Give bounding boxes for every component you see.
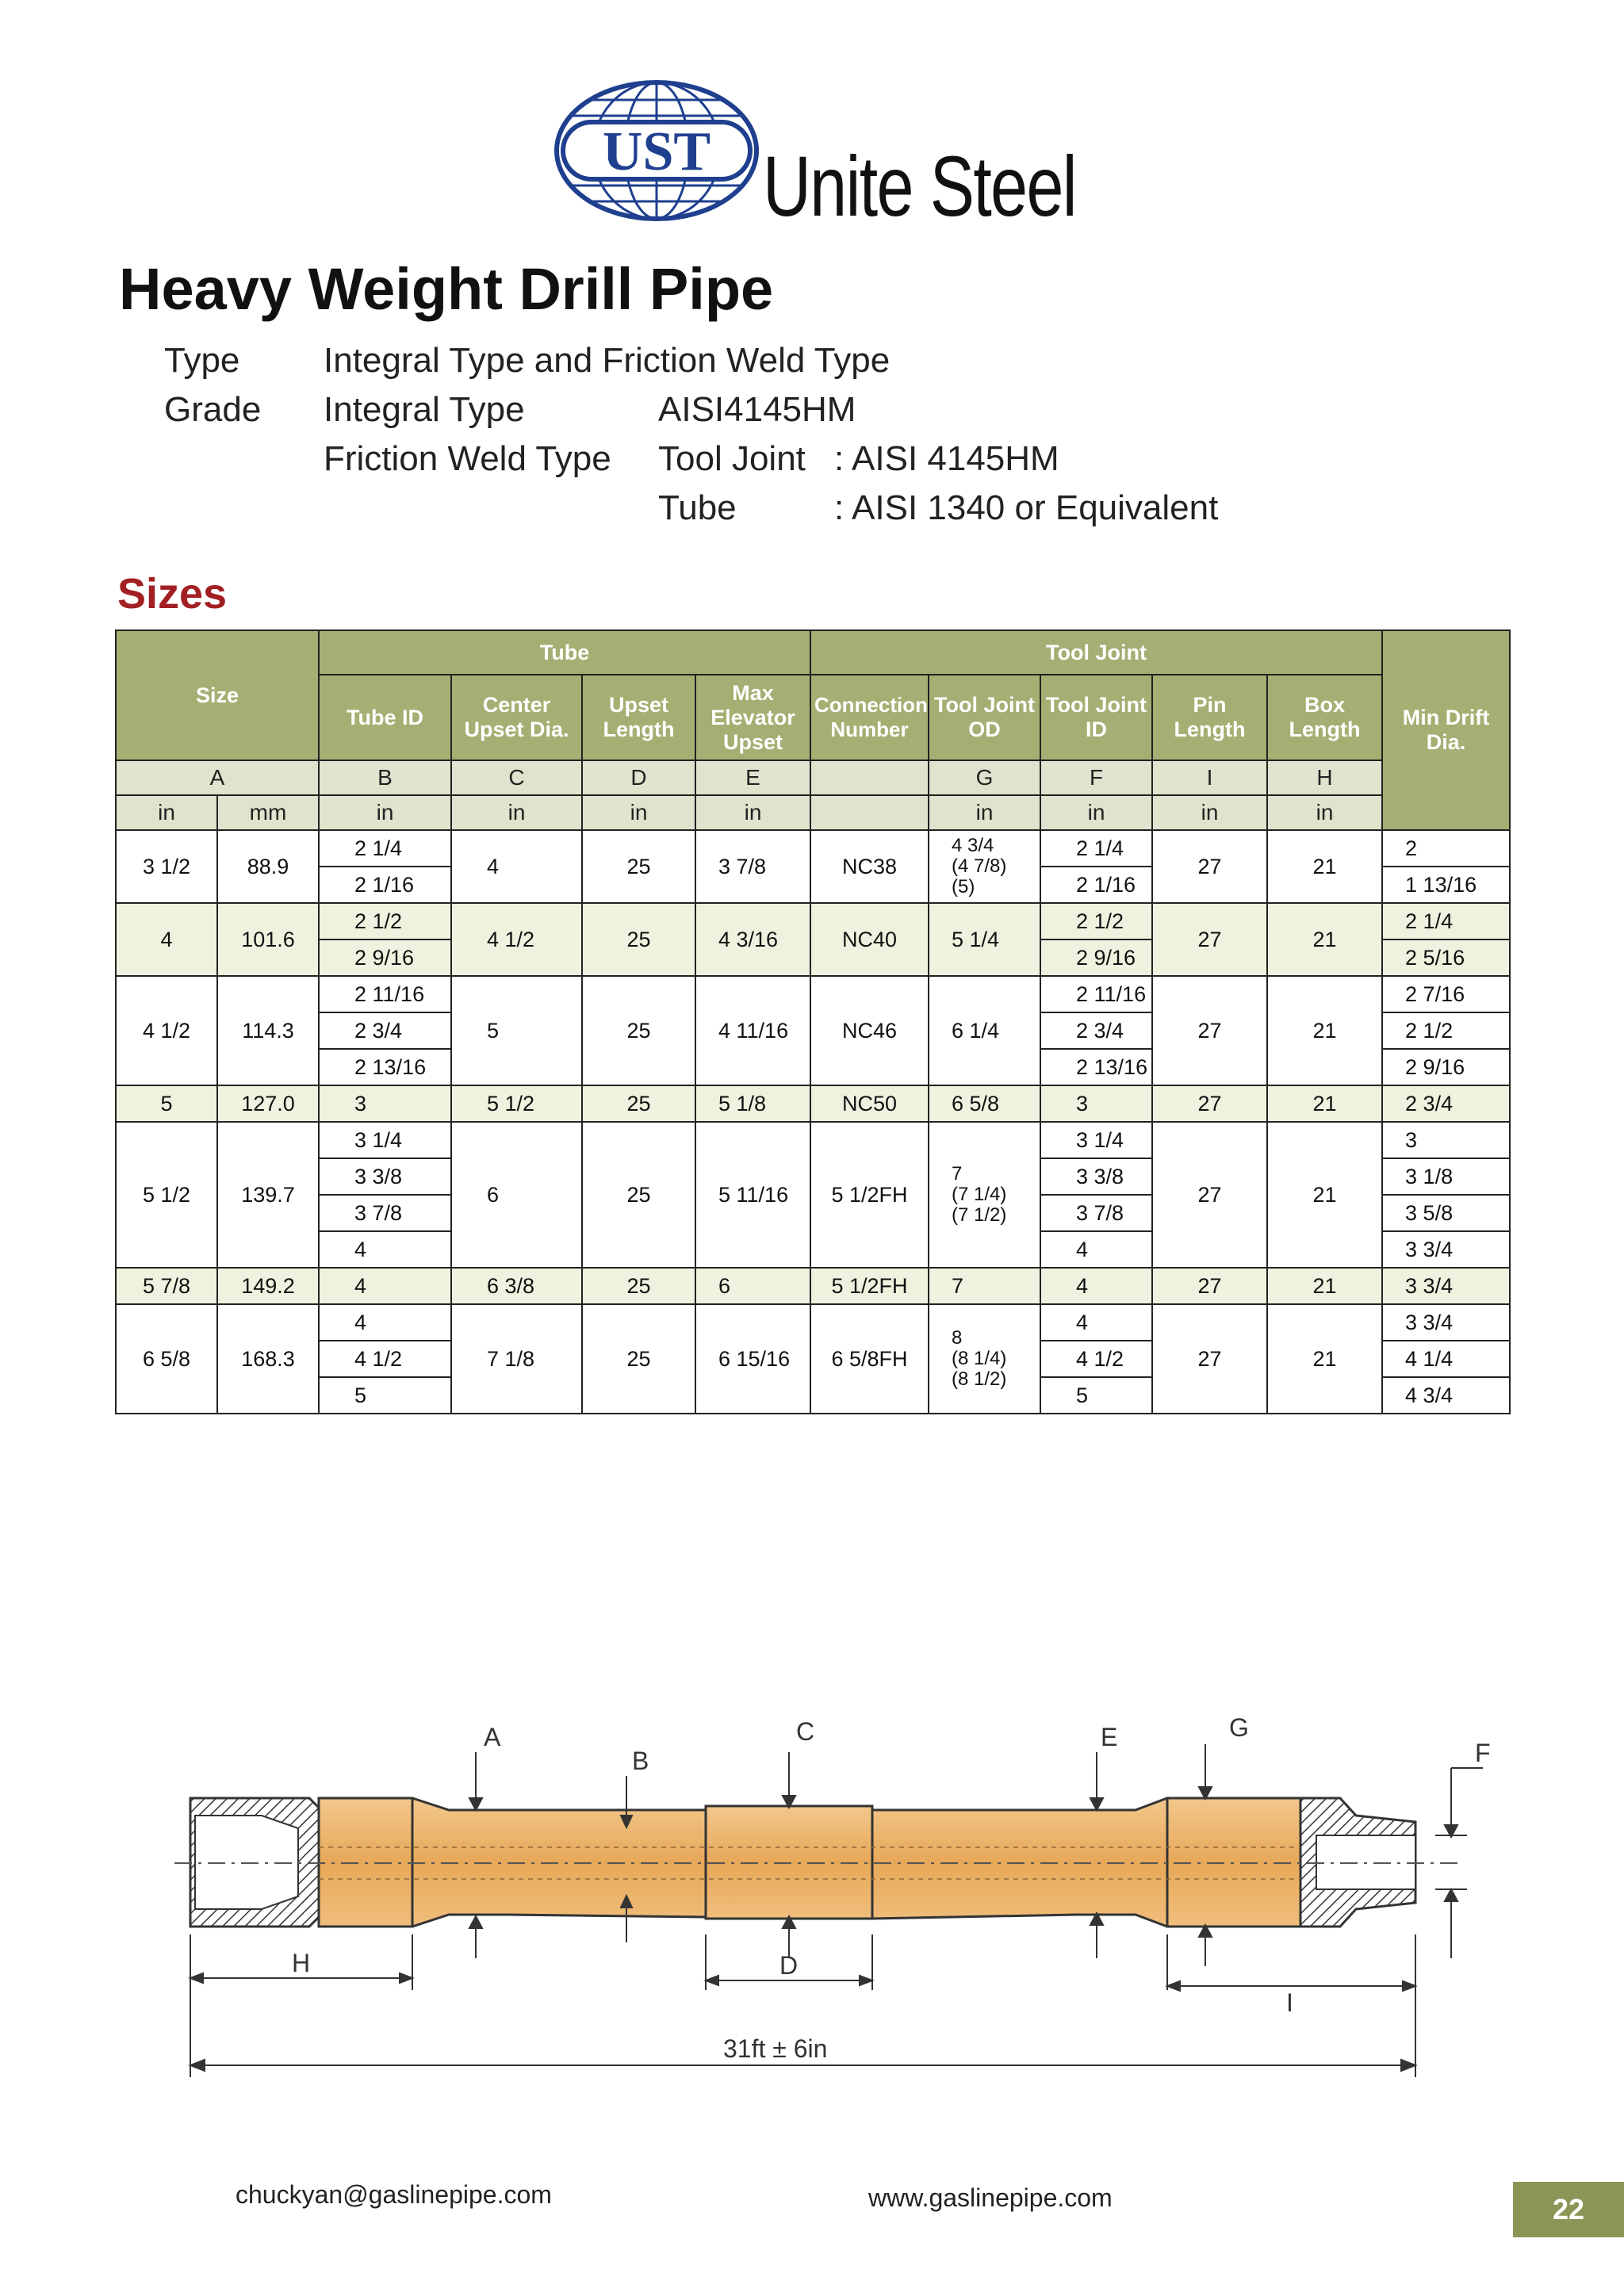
connection-cell: NC40 (810, 903, 929, 976)
letter-blank (810, 760, 929, 795)
tool-id-cell: 2 1/16 (1040, 867, 1152, 903)
upset-length-cell: 25 (582, 976, 695, 1085)
tube-group-header: Tube (319, 630, 810, 675)
tube-id-cell: 2 1/2 (319, 903, 451, 939)
pin-length-cell: 27 (1152, 976, 1267, 1085)
unit-pin: in (1152, 795, 1267, 830)
size-in-cell: 6 5/8 (116, 1304, 217, 1414)
tube-id-cell: 4 (319, 1231, 451, 1268)
label-d: D (779, 1951, 799, 1980)
pipe-body (174, 1798, 1459, 1927)
upset-length-cell: 25 (582, 1122, 695, 1268)
unit-tool-od: in (929, 795, 1040, 830)
footer-website: www.gaslinepipe.com (868, 2183, 1113, 2212)
label-g: G (1229, 1713, 1249, 1742)
size-in-cell: 5 (116, 1085, 217, 1122)
size-mm-cell: 149.2 (217, 1268, 319, 1304)
upset-length-cell: 25 (582, 830, 695, 903)
box-length-cell: 21 (1267, 1304, 1382, 1414)
tool-joint-id-header: Tool Joint ID (1040, 675, 1152, 760)
min-drift-cell: 2 3/4 (1382, 1085, 1510, 1122)
unit-in: in (116, 795, 217, 830)
max-elevator-cell: 5 1/8 (695, 1085, 810, 1122)
letter-e: E (695, 760, 810, 795)
unit-elevator: in (695, 795, 810, 830)
center-upset-cell: 6 (451, 1122, 582, 1268)
min-drift-cell: 2 1/2 (1382, 1012, 1510, 1049)
tube-id-cell: 3 (319, 1085, 451, 1122)
connection-cell: 5 1/2FH (810, 1268, 929, 1304)
size-header: Size (116, 630, 319, 760)
page-title: Heavy Weight Drill Pipe (119, 256, 774, 322)
integral-type-label: Integral Type (324, 390, 525, 429)
letter-d: D (582, 760, 695, 795)
size-in-cell: 3 1/2 (116, 830, 217, 903)
min-drift-cell: 3 3/4 (1382, 1268, 1510, 1304)
table-row (116, 1304, 1510, 1341)
min-drift-cell: 3 (1382, 1122, 1510, 1158)
unit-mm: mm (217, 795, 319, 830)
table-row (116, 976, 1510, 1012)
min-drift-cell: 1 13/16 (1382, 867, 1510, 903)
tool-joint-label: Tool Joint (658, 439, 806, 478)
tube-id-cell: 2 1/16 (319, 867, 451, 903)
min-drift-cell: 2 1/4 (1382, 903, 1510, 939)
label-a: A (484, 1723, 501, 1751)
min-drift-cell: 3 3/4 (1382, 1304, 1510, 1341)
letter-i: I (1152, 760, 1267, 795)
size-in-cell: 5 1/2 (116, 1122, 217, 1268)
logo-text: UST (602, 121, 711, 182)
box-length-header: Box Length (1267, 675, 1382, 760)
grade-label: Grade (164, 390, 262, 429)
min-drift-cell: 2 9/16 (1382, 1049, 1510, 1085)
size-mm-cell: 114.3 (217, 976, 319, 1085)
table-row (116, 1085, 1510, 1122)
box-length-cell: 21 (1267, 903, 1382, 976)
tool-od-cell: 6 1/4 (929, 976, 1040, 1085)
pin-length-cell: 27 (1152, 830, 1267, 903)
table-row (116, 1122, 1510, 1158)
pin-length-cell: 27 (1152, 1304, 1267, 1414)
table-row (116, 1268, 1510, 1304)
tool-id-cell: 4 1/2 (1040, 1341, 1152, 1377)
box-length-cell: 21 (1267, 1085, 1382, 1122)
tool-id-cell: 2 1/2 (1040, 903, 1152, 939)
max-elevator-cell: 4 3/16 (695, 903, 810, 976)
unit-box: in (1267, 795, 1382, 830)
pin-length-cell: 27 (1152, 1268, 1267, 1304)
tube-id-cell: 4 (319, 1268, 451, 1304)
size-in-cell: 4 (116, 903, 217, 976)
letter-g: G (929, 760, 1040, 795)
label-c: C (796, 1717, 815, 1746)
brand-name: Unite Steel (763, 138, 1076, 234)
connection-cell: NC38 (810, 830, 929, 903)
box-length-cell: 21 (1267, 1122, 1382, 1268)
unit-blank (810, 795, 929, 830)
tool-id-cell: 3 (1040, 1085, 1152, 1122)
max-elevator-cell: 4 11/16 (695, 976, 810, 1085)
size-mm-cell: 168.3 (217, 1304, 319, 1414)
min-drift-header: Min Drift Dia. (1382, 630, 1510, 830)
tool-id-cell: 3 7/8 (1040, 1195, 1152, 1231)
size-mm-cell: 88.9 (217, 830, 319, 903)
min-drift-cell: 2 7/16 (1382, 976, 1510, 1012)
max-elevator-cell: 6 15/16 (695, 1304, 810, 1414)
connection-cell: NC50 (810, 1085, 929, 1122)
box-length-cell: 21 (1267, 830, 1382, 903)
label-e: E (1101, 1723, 1118, 1751)
tube-id-cell: 3 3/8 (319, 1158, 451, 1195)
tool-od-cell: 7 (929, 1268, 1040, 1304)
connection-cell: NC46 (810, 976, 929, 1085)
pin-length-cell: 27 (1152, 1122, 1267, 1268)
tube-id-cell: 2 3/4 (319, 1012, 451, 1049)
letter-a: A (116, 760, 319, 795)
size-in-cell: 4 1/2 (116, 976, 217, 1085)
integral-type-value: AISI4145HM (658, 390, 856, 429)
tube-label: Tube (658, 488, 737, 527)
connection-cell: 5 1/2FH (810, 1122, 929, 1268)
tool-od-cell: 5 1/4 (929, 903, 1040, 976)
tube-id-cell: 4 1/2 (319, 1341, 451, 1377)
table-row (116, 903, 1510, 939)
tool-id-cell: 3 3/8 (1040, 1158, 1152, 1195)
tool-joint-od-header: Tool Joint OD (929, 675, 1040, 760)
center-upset-cell: 4 1/2 (451, 903, 582, 976)
pin-length-header: Pin Length (1152, 675, 1267, 760)
tool-id-cell: 3 1/4 (1040, 1122, 1152, 1158)
box-length-cell: 21 (1267, 1268, 1382, 1304)
tool-id-cell: 4 (1040, 1231, 1152, 1268)
tool-id-cell: 2 11/16 (1040, 976, 1152, 1012)
size-mm-cell: 101.6 (217, 903, 319, 976)
min-drift-cell: 3 1/8 (1382, 1158, 1510, 1195)
sizes-table-body (116, 830, 1510, 1414)
upset-length-header: Upset Length (582, 675, 695, 760)
tool-od-cell: 7 (7 1/4) (7 1/2) (929, 1122, 1040, 1268)
total-length-label: 31ft ± 6in (723, 2034, 828, 2063)
tool-id-cell: 4 (1040, 1268, 1152, 1304)
tool-id-cell: 2 9/16 (1040, 939, 1152, 976)
unit-tool-id: in (1040, 795, 1152, 830)
tool-od-cell: 8 (8 1/4) (8 1/2) (929, 1304, 1040, 1414)
pin-length-cell: 27 (1152, 903, 1267, 976)
max-elevator-cell: 6 (695, 1268, 810, 1304)
tube-id-header: Tube ID (319, 675, 451, 760)
letter-c: C (451, 760, 582, 795)
friction-weld-label: Friction Weld Type (324, 439, 611, 478)
footer-email: chuckyan@gaslinepipe.com (236, 2180, 552, 2209)
letter-f: F (1040, 760, 1152, 795)
unit-upset: in (582, 795, 695, 830)
tool-id-cell: 4 (1040, 1304, 1152, 1341)
center-upset-cell: 4 (451, 830, 582, 903)
table-row (116, 830, 1510, 867)
tool-id-cell: 5 (1040, 1377, 1152, 1414)
tube-id-cell: 5 (319, 1377, 451, 1414)
tool-od-cell: 6 5/8 (929, 1085, 1040, 1122)
tool-joint-group-header: Tool Joint (810, 630, 1382, 675)
size-mm-cell: 139.7 (217, 1122, 319, 1268)
max-elevator-header: Max Elevator Upset (695, 675, 810, 760)
center-upset-header: Center Upset Dia. (451, 675, 582, 760)
type-label: Type (164, 341, 240, 380)
tube-id-cell: 4 (319, 1304, 451, 1341)
max-elevator-cell: 3 7/8 (695, 830, 810, 903)
tube-id-cell: 2 13/16 (319, 1049, 451, 1085)
min-drift-cell: 2 5/16 (1382, 939, 1510, 976)
center-upset-cell: 5 1/2 (451, 1085, 582, 1122)
tube-id-cell: 2 9/16 (319, 939, 451, 976)
max-elevator-cell: 5 11/16 (695, 1122, 810, 1268)
sizes-heading: Sizes (117, 570, 228, 618)
unit-tube-id: in (319, 795, 451, 830)
page-number: 22 (1513, 2182, 1624, 2237)
min-drift-cell: 2 (1382, 830, 1510, 867)
min-drift-cell: 3 3/4 (1382, 1231, 1510, 1268)
label-b: B (632, 1747, 649, 1775)
tool-od-cell: 4 3/4 (4 7/8) (5) (929, 830, 1040, 903)
upset-length-cell: 25 (582, 903, 695, 976)
tube-id-cell: 2 11/16 (319, 976, 451, 1012)
size-in-cell: 5 7/8 (116, 1268, 217, 1304)
unit-center: in (451, 795, 582, 830)
tool-id-cell: 2 1/4 (1040, 830, 1152, 867)
sizes-table (115, 629, 1511, 1414)
box-length-cell: 21 (1267, 976, 1382, 1085)
letter-h: H (1267, 760, 1382, 795)
tube-id-cell: 2 1/4 (319, 830, 451, 867)
type-value: Integral Type and Friction Weld Type (324, 341, 891, 380)
tube-id-cell: 3 1/4 (319, 1122, 451, 1158)
label-h: H (292, 1949, 311, 1977)
label-i: I (1286, 1988, 1293, 2017)
center-upset-cell: 5 (451, 976, 582, 1085)
upset-length-cell: 25 (582, 1085, 695, 1122)
min-drift-cell: 4 3/4 (1382, 1377, 1510, 1414)
tool-id-cell: 2 13/16 (1040, 1049, 1152, 1085)
upset-length-cell: 25 (582, 1304, 695, 1414)
tube-value: : AISI 1340 or Equivalent (834, 488, 1219, 527)
min-drift-cell: 3 5/8 (1382, 1195, 1510, 1231)
tool-id-cell: 2 3/4 (1040, 1012, 1152, 1049)
connection-cell: 6 5/8FH (810, 1304, 929, 1414)
letter-b: B (319, 760, 451, 795)
upset-length-cell: 25 (582, 1268, 695, 1304)
tool-joint-value: : AISI 4145HM (834, 439, 1059, 478)
tube-id-cell: 3 7/8 (319, 1195, 451, 1231)
connection-number-header: Connection Number (810, 675, 929, 760)
pin-length-cell: 27 (1152, 1085, 1267, 1122)
size-mm-cell: 127.0 (217, 1085, 319, 1122)
min-drift-cell: 4 1/4 (1382, 1341, 1510, 1377)
drill-pipe-diagram (174, 1705, 1522, 2101)
center-upset-cell: 6 3/8 (451, 1268, 582, 1304)
label-f: F (1475, 1739, 1491, 1767)
center-upset-cell: 7 1/8 (451, 1304, 582, 1414)
